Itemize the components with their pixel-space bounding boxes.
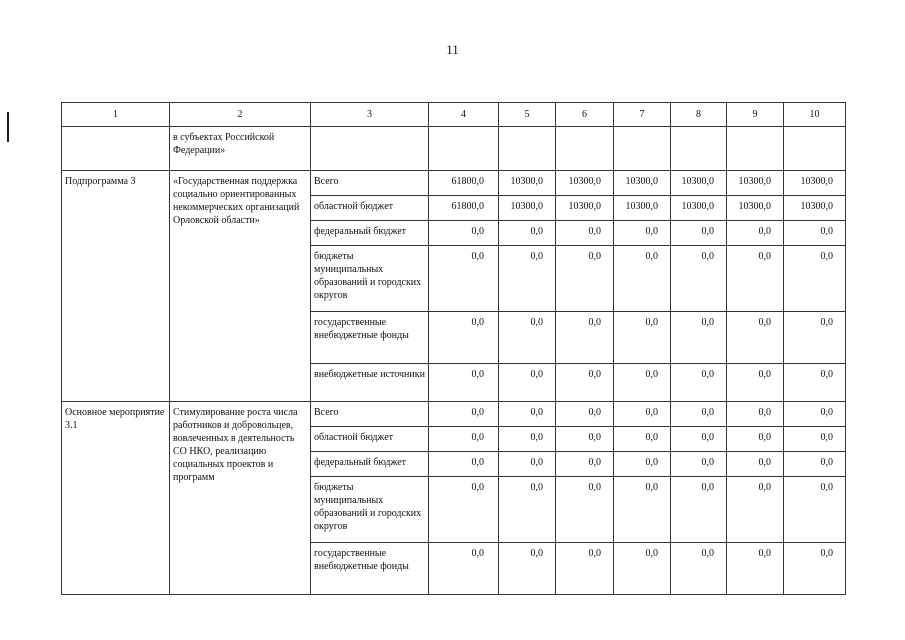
amount-cell: 0,0 — [499, 312, 556, 364]
amount-cell: 0,0 — [784, 246, 846, 312]
amount-cell: 0,0 — [614, 364, 671, 402]
amount-cell: 0,0 — [614, 477, 671, 543]
amount-cell: 0,0 — [499, 221, 556, 246]
amount-cell: 0,0 — [727, 402, 784, 427]
amount-cell: 10300,0 — [727, 171, 784, 196]
description-cell: «Государственная поддержка социально ориентированных некоммерческих организаций Орловской области» — [170, 171, 311, 402]
description-cell: Стимулирование роста числа работников и добровольцев, вовлеченных в деятельность СО НКО, реализацию социальных проектов и программ — [170, 402, 311, 595]
amount-cell: 0,0 — [727, 312, 784, 364]
amount-cell: 0,0 — [727, 452, 784, 477]
amount-cell: 0,0 — [556, 543, 614, 595]
amount-cell: 0,0 — [727, 246, 784, 312]
amount-cell: 0,0 — [429, 402, 499, 427]
table-row — [62, 402, 846, 427]
amount-cell: 0,0 — [727, 543, 784, 595]
amount-cell: 10300,0 — [671, 171, 727, 196]
amount-cell: 0,0 — [499, 543, 556, 595]
amount-cell: 0,0 — [429, 543, 499, 595]
funding-source-cell: Всего — [311, 171, 429, 196]
amount-cell: 0,0 — [429, 246, 499, 312]
budget-table — [61, 102, 846, 595]
empty-cell — [499, 127, 556, 171]
amount-cell: 10300,0 — [727, 196, 784, 221]
amount-cell: 0,0 — [727, 221, 784, 246]
header-cell: 9 — [727, 103, 784, 127]
amount-cell: 0,0 — [499, 477, 556, 543]
margin-mark — [7, 112, 9, 142]
amount-cell: 0,0 — [556, 452, 614, 477]
amount-cell: 0,0 — [671, 246, 727, 312]
amount-cell: 0,0 — [499, 402, 556, 427]
header-cell: 2 — [170, 103, 311, 127]
amount-cell: 0,0 — [614, 452, 671, 477]
amount-cell: 0,0 — [727, 364, 784, 402]
funding-source-cell: государственные внебюджетные фонды — [311, 543, 429, 595]
table-body — [62, 103, 846, 595]
amount-cell: 0,0 — [671, 312, 727, 364]
amount-cell: 0,0 — [429, 221, 499, 246]
amount-cell: 0,0 — [727, 427, 784, 452]
header-row — [62, 103, 846, 127]
amount-cell: 0,0 — [784, 477, 846, 543]
amount-cell: 0,0 — [556, 312, 614, 364]
amount-cell: 0,0 — [614, 312, 671, 364]
table-row — [62, 171, 846, 196]
amount-cell: 0,0 — [784, 543, 846, 595]
program-cell: Основное мероприятие 3.1 — [62, 402, 170, 595]
amount-cell: 0,0 — [429, 364, 499, 402]
amount-cell: 0,0 — [784, 427, 846, 452]
amount-cell: 0,0 — [429, 427, 499, 452]
amount-cell: 61800,0 — [429, 196, 499, 221]
header-cell: 4 — [429, 103, 499, 127]
continuation-row — [62, 127, 846, 171]
amount-cell: 0,0 — [499, 427, 556, 452]
amount-cell: 0,0 — [671, 221, 727, 246]
amount-cell: 0,0 — [784, 402, 846, 427]
amount-cell: 10300,0 — [784, 196, 846, 221]
amount-cell: 0,0 — [614, 427, 671, 452]
empty-cell — [727, 127, 784, 171]
amount-cell: 0,0 — [784, 452, 846, 477]
empty-cell — [671, 127, 727, 171]
amount-cell: 10300,0 — [671, 196, 727, 221]
funding-source-cell: бюджеты муниципальных образований и городских округов — [311, 477, 429, 543]
amount-cell: 10300,0 — [499, 171, 556, 196]
funding-source-cell: государственные внебюджетные фонды — [311, 312, 429, 364]
amount-cell: 0,0 — [429, 312, 499, 364]
amount-cell: 0,0 — [556, 477, 614, 543]
empty-cell — [429, 127, 499, 171]
funding-source-cell: областной бюджет — [311, 427, 429, 452]
funding-source-cell: федеральный бюджет — [311, 221, 429, 246]
program-cell — [62, 127, 170, 171]
amount-cell: 0,0 — [429, 452, 499, 477]
funding-source-cell: областной бюджет — [311, 196, 429, 221]
amount-cell: 0,0 — [671, 402, 727, 427]
description-cell: в субъектах Российской Федерации» — [170, 127, 311, 171]
amount-cell: 61800,0 — [429, 171, 499, 196]
amount-cell: 0,0 — [556, 246, 614, 312]
header-cell: 7 — [614, 103, 671, 127]
amount-cell: 0,0 — [429, 477, 499, 543]
funding-source-cell: федеральный бюджет — [311, 452, 429, 477]
amount-cell: 0,0 — [671, 477, 727, 543]
amount-cell: 10300,0 — [556, 196, 614, 221]
amount-cell: 10300,0 — [614, 171, 671, 196]
page-number: 11 — [446, 42, 459, 57]
amount-cell: 10300,0 — [614, 196, 671, 221]
amount-cell: 0,0 — [784, 364, 846, 402]
header-cell: 8 — [671, 103, 727, 127]
header-cell: 1 — [62, 103, 170, 127]
funding-source-cell: Всего — [311, 402, 429, 427]
empty-cell — [311, 127, 429, 171]
amount-cell: 0,0 — [614, 543, 671, 595]
amount-cell: 0,0 — [784, 312, 846, 364]
header-cell: 3 — [311, 103, 429, 127]
amount-cell: 0,0 — [671, 543, 727, 595]
header-cell: 6 — [556, 103, 614, 127]
amount-cell: 0,0 — [671, 427, 727, 452]
amount-cell: 0,0 — [727, 477, 784, 543]
empty-cell — [556, 127, 614, 171]
amount-cell: 0,0 — [671, 452, 727, 477]
amount-cell: 10300,0 — [556, 171, 614, 196]
funding-source-cell: бюджеты муниципальных образований и городских округов — [311, 246, 429, 312]
amount-cell: 0,0 — [556, 402, 614, 427]
amount-cell: 0,0 — [556, 221, 614, 246]
header-cell: 5 — [499, 103, 556, 127]
amount-cell: 0,0 — [614, 402, 671, 427]
amount-cell: 10300,0 — [784, 171, 846, 196]
amount-cell: 0,0 — [614, 246, 671, 312]
funding-source-cell: внебюджетные источники — [311, 364, 429, 402]
amount-cell: 10300,0 — [499, 196, 556, 221]
amount-cell: 0,0 — [671, 364, 727, 402]
amount-cell: 0,0 — [784, 221, 846, 246]
amount-cell: 0,0 — [499, 364, 556, 402]
amount-cell: 0,0 — [556, 364, 614, 402]
amount-cell: 0,0 — [556, 427, 614, 452]
amount-cell: 0,0 — [499, 452, 556, 477]
program-cell: Подпрограмма 3 — [62, 171, 170, 402]
empty-cell — [614, 127, 671, 171]
amount-cell: 0,0 — [614, 221, 671, 246]
amount-cell: 0,0 — [499, 246, 556, 312]
header-cell: 10 — [784, 103, 846, 127]
empty-cell — [784, 127, 846, 171]
